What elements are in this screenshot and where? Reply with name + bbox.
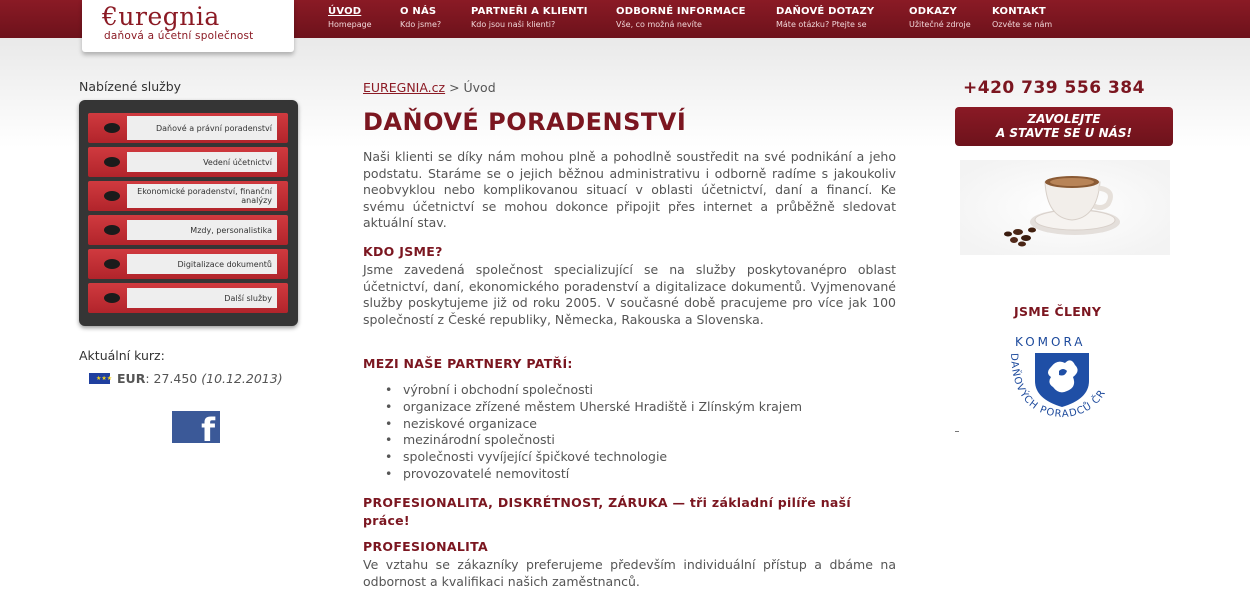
breadcrumb-current: Úvod xyxy=(463,80,496,95)
page-title: DAŇOVÉ PORADENSTVÍ xyxy=(363,108,687,136)
list-item: • organizace zřízené městem Uherské Hradiště i Zlínským krajem xyxy=(385,399,802,416)
nav-item-uvod[interactable] xyxy=(328,6,372,29)
nav-title: ÚVOD xyxy=(328,6,362,17)
nav-item-danove-dotazy[interactable] xyxy=(776,6,874,29)
exchange-rate-amount: : 27.450 xyxy=(145,371,198,386)
nav-item-kontakt[interactable] xyxy=(992,6,1052,29)
list-item: • provozovatelé nemovitostí xyxy=(385,466,802,483)
list-item: • společnosti vyvíjející špičkové technologie xyxy=(385,449,802,466)
service-label: Digitalizace dokumentů xyxy=(127,254,277,274)
logo[interactable] xyxy=(82,0,294,52)
folder-hole-icon xyxy=(104,259,120,269)
service-label: Vedení účetnictví xyxy=(127,152,277,172)
pillars-heading: PROFESIONALITA, DISKRÉTNOST, ZÁRUKA — tři základní pilíře naší práce! xyxy=(363,495,851,528)
list-item: • výrobní i obchodní společnosti xyxy=(385,382,802,399)
members-heading: JSME ČLENY xyxy=(1014,304,1102,319)
folder-hole-icon xyxy=(104,225,120,235)
service-label: Ekonomické poradenství, finanční analýzy xyxy=(127,184,277,208)
nav-title: O NÁS xyxy=(400,6,437,17)
call-visit-button[interactable] xyxy=(955,107,1173,146)
service-item-danove-pravni[interactable] xyxy=(88,113,288,143)
nav-item-odborne-informace[interactable] xyxy=(616,6,746,29)
nav-subtitle: Ozvěte se nám xyxy=(992,20,1053,29)
breadcrumb-separator: > xyxy=(445,80,464,95)
partners-list xyxy=(385,382,802,483)
nav-item-o-nas[interactable] xyxy=(400,6,441,29)
tax-advisors-chamber-logo[interactable] xyxy=(1001,333,1125,423)
service-label: Mzdy, personalistika xyxy=(127,220,277,240)
folder-hole-icon xyxy=(104,157,120,167)
coffee-cup-image xyxy=(960,160,1170,255)
nav-subtitle: Vše, co možná nevíte xyxy=(616,20,702,29)
exchange-rate-title: Aktuální kurz: xyxy=(79,348,165,363)
nav-subtitle: Kdo jsme? xyxy=(400,20,442,29)
nav-item-odkazy[interactable] xyxy=(909,6,971,29)
service-item-mzdy[interactable] xyxy=(88,215,288,245)
svg-text:KOMORA: KOMORA xyxy=(1015,335,1086,349)
nav-title: ODKAZY xyxy=(909,6,957,17)
service-item-ekonomicke-poradenstvi[interactable] xyxy=(88,181,288,211)
svg-text:DAŇOVÝCH PORADCŮ ČR: DAŇOVÝCH PORADCŮ ČR xyxy=(1007,352,1109,421)
service-label: Další služby xyxy=(127,288,277,308)
services-title: Nabízené služby xyxy=(79,79,182,94)
partners-heading: MEZI NAŠE PARTNERY PATŘÍ: xyxy=(363,356,573,371)
who-heading: KDO JSME? xyxy=(363,244,443,259)
professionalism-paragraph: Ve vztahu se zákazníky preferujeme především individuální přístup a dbáme na odbornost a kvalifikaci našich zaměstnanců. xyxy=(363,557,896,589)
folder-hole-icon xyxy=(104,293,120,303)
nav-subtitle: Máte otázku? Ptejte se xyxy=(776,20,867,29)
phone-number[interactable]: +420 739 556 384 xyxy=(963,78,1145,98)
nav-title: PARTNEŘI A KLIENTI xyxy=(471,6,588,17)
nav-subtitle: Užitečné zdroje xyxy=(909,20,971,29)
facebook-icon[interactable]: f xyxy=(172,411,220,443)
list-item: • neziskové organizace xyxy=(385,416,802,433)
nav-title: KONTAKT xyxy=(992,6,1046,17)
professionalism-heading: PROFESIONALITA xyxy=(363,539,488,554)
exchange-rate-currency: EUR xyxy=(117,371,146,386)
call-button-line2: A STAVTE SE U NÁS! xyxy=(995,126,1133,140)
services-menu xyxy=(79,100,298,326)
folder-hole-icon xyxy=(104,191,120,201)
folder-hole-icon xyxy=(104,123,120,133)
logo-subtitle: daňová a účetní společnost xyxy=(104,30,254,42)
intro-paragraph: Naši klienti se díky nám mohou plně a pohodlně soustředit na své podnikání a jeho podstatu. Staráme se o jejich běžnou administrativu i odborně radíme s jakoukoliv neobvyklou nebo komplikovanou situací v oblasti účetnictví, daní a financí. Ke svému účetnictví se mohou dokonce připojit přes internet a průběžně sledovat aktuální stav. xyxy=(363,149,896,230)
eu-flag-icon: ★★★ xyxy=(89,373,110,384)
exchange-rate-date: (10.12.2013) xyxy=(201,371,283,386)
nav-title: ODBORNÉ INFORMACE xyxy=(616,6,746,17)
divider xyxy=(955,431,959,432)
nav-subtitle: Kdo jsou naši klienti? xyxy=(471,20,556,29)
breadcrumb xyxy=(363,80,496,95)
service-item-dalsi-sluzby[interactable] xyxy=(88,283,288,313)
who-paragraph: Jsme zavedená společnost specializující se na služby poskytovanépro oblast účetnictví, daní, ekonomického poradenství a digitalizace dokumentů. Vyjmenované služby poskytujeme již od roku 2005. V současné době pracujeme pro více jak 100 společností z České republiky, Německa, Rakouska a Slovenska. xyxy=(363,262,896,327)
nav-subtitle: Homepage xyxy=(328,20,372,29)
service-item-digitalizace[interactable] xyxy=(88,249,288,279)
call-button-line1: ZAVOLEJTE xyxy=(1027,112,1101,126)
service-label: Daňové a právní poradenství xyxy=(127,116,277,140)
service-item-vedeni-ucetnictvi[interactable] xyxy=(88,147,288,177)
logo-wordmark: €uregnia xyxy=(102,2,220,31)
list-item: • mezinárodní společnosti xyxy=(385,432,802,449)
nav-item-partneri[interactable] xyxy=(471,6,588,29)
exchange-rate-value xyxy=(117,371,283,386)
nav-title: DAŇOVÉ DOTAZY xyxy=(776,6,875,17)
breadcrumb-home-link[interactable]: EUREGNIA.cz xyxy=(363,80,446,95)
